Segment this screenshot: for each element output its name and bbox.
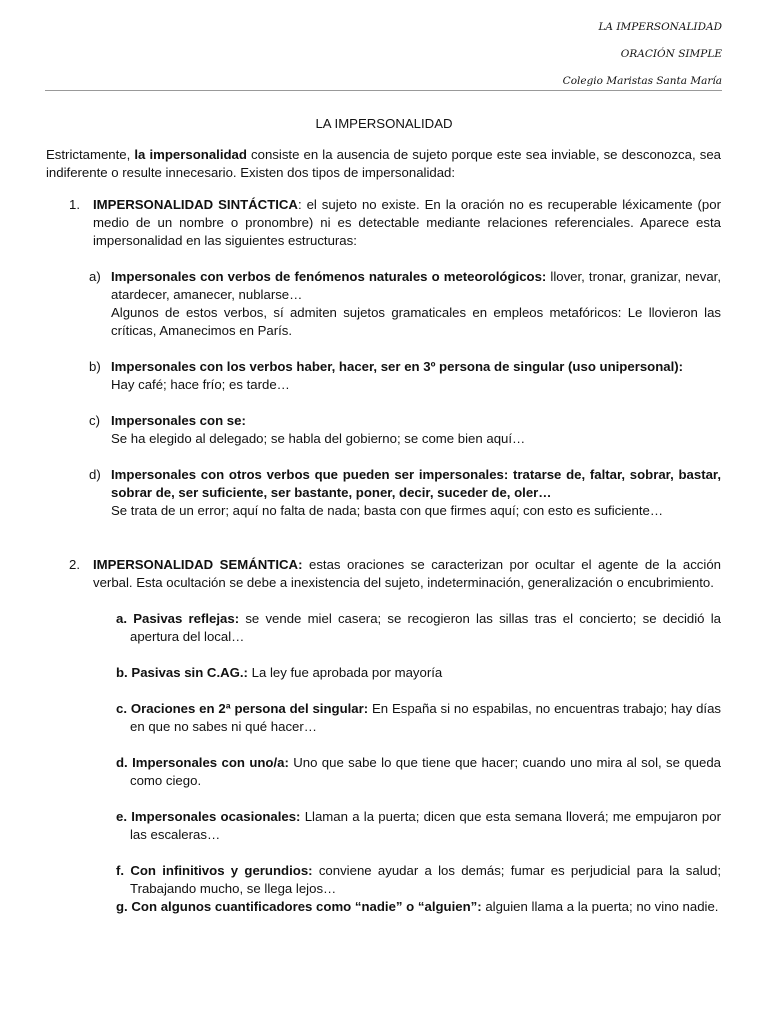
section-number: 2.: [69, 557, 80, 572]
item-letter: b): [89, 359, 101, 374]
item-examples: Algunos de estos verbos, sí admiten sujetos gramaticales en empleos metafóricos: Le llovieron las críticas, Amanecimos en París.: [111, 305, 721, 338]
item-heading: Oraciones en 2ª persona del singular:: [130, 701, 369, 716]
header-subject: ORACIÓN SIMPLE: [620, 48, 722, 60]
item-examples: Se trata de un error; aquí no falta de nada; basta con que firmes aquí; con esto es suficiente…: [111, 503, 664, 518]
list-item: [46, 664, 721, 682]
section-text: : el sujeto no existe. En la oración no es recuperable léxicamente (por medio de un nombre o pronombre) ni es detectable mediante relaciones referenciales. Aparece esta impersonalidad en las siguientes estructuras:: [93, 197, 721, 248]
list-item: [46, 862, 721, 898]
list-item: [46, 700, 721, 736]
item-letter: a): [89, 269, 101, 284]
item-letter: d.: [116, 755, 128, 770]
section-description: [93, 556, 721, 592]
item-text: Uno que sabe lo que tiene que hacer; cuando uno mira al sol, se queda como ciego.: [130, 755, 721, 788]
item-text: alguien llama a la puerta; no vino nadie.: [481, 899, 719, 914]
intro-bold-term: la impersonalidad: [134, 147, 247, 162]
section-number: 1.: [69, 197, 80, 212]
item-heading: Con infinitivos y gerundios:: [130, 863, 313, 878]
page-header: [563, 14, 722, 95]
item-text: conviene ayudar a los demás; fumar es perjudicial para la salud; Trabajando mucho, se llega lejos…: [130, 863, 721, 896]
item-heading: Pasivas reflejas:: [133, 611, 240, 626]
list-item: [46, 898, 721, 916]
intro-paragraph: [46, 146, 721, 182]
intro-text-start: Estrictamente,: [46, 147, 135, 162]
item-heading: Impersonales con otros verbos que pueden ser impersonales: tratarse de, faltar, sobrar, bastar, sobrar de, ser suficiente, ser bastante, poner, decir, suceder de, oler…: [111, 467, 721, 500]
item-text: se vende miel casera; se recogieron las sillas tras el concierto; se decidió la apertura del local…: [130, 611, 721, 644]
item-body: [111, 268, 721, 340]
intro-text-end: consiste en la ausencia de sujeto porque este sea inviable, se desconozca, sea indiferente o resulte innecesario. Existen dos tipos de impersonalidad:: [46, 147, 721, 180]
item-text: llover, tronar, granizar, nevar, atardecer, amanecer, nublarse…: [111, 269, 721, 302]
item-body: [111, 466, 721, 520]
item-heading: Con algunos cuantificadores como “nadie” o “alguien”:: [131, 899, 482, 914]
item-text: En España si no espabilas, no encuentras trabajo; hay días en que no sabes ni qué hacer…: [130, 701, 721, 734]
section-body: [93, 556, 721, 592]
list-item: [46, 754, 721, 790]
header-divider: [45, 90, 722, 91]
section-text: estas oraciones se caracterizan por ocultar el agente de la acción verbal. Esta ocultación se debe a inexistencia del sujeto, indeterminación, generalización o encubrimiento.: [93, 557, 721, 590]
section-heading: IMPERSONALIDAD SEMÁNTICA:: [93, 557, 303, 572]
item-letter: g.: [116, 899, 128, 914]
item-heading: Impersonales con se:: [111, 413, 246, 428]
item-body: [111, 412, 721, 448]
item-letter: d): [89, 467, 101, 482]
item-letter: c): [89, 413, 100, 428]
document-body: [46, 146, 721, 916]
section-body: [93, 196, 721, 250]
list-item: [46, 466, 721, 520]
item-heading: Impersonales con los verbos haber, hacer, ser en 3º persona de singular (uso unipersonal):: [111, 359, 684, 374]
header-topic: LA IMPERSONALIDAD: [598, 21, 722, 33]
item-letter: e.: [116, 809, 127, 824]
list-item: [46, 268, 721, 340]
item-text: Llaman a la puerta; dicen que esta semana lloverá; me empujaron por las escaleras…: [130, 809, 721, 842]
header-school: Colegio Maristas Santa María: [562, 75, 722, 87]
item-examples: Se ha elegido al delegado; se habla del gobierno; se come bien aquí…: [111, 431, 526, 446]
item-letter: b.: [116, 665, 128, 680]
item-letter: a.: [116, 611, 127, 626]
section-description: [93, 196, 721, 250]
section-semantic: [46, 556, 721, 592]
item-body: [111, 358, 721, 394]
document-title: LA IMPERSONALIDAD: [315, 116, 453, 131]
list-item: [46, 808, 721, 844]
item-heading: Impersonales ocasionales:: [131, 809, 301, 824]
item-text: La ley fue aprobada por mayoría: [247, 665, 443, 680]
list-item: [46, 358, 721, 394]
item-heading: Impersonales con uno/a:: [132, 755, 289, 770]
item-examples: Hay café; hace frío; es tarde…: [111, 377, 290, 392]
item-letter: f.: [116, 863, 125, 878]
list-item: [46, 610, 721, 646]
section-heading: IMPERSONALIDAD SINTÁCTICA: [93, 197, 298, 212]
list-item: [46, 412, 721, 448]
item-letter: c.: [116, 701, 127, 716]
section-syntactic: [46, 196, 721, 250]
item-heading: Pasivas sin C.AG.:: [131, 665, 248, 680]
item-heading: Impersonales con verbos de fenómenos naturales o meteorológicos:: [111, 269, 547, 284]
